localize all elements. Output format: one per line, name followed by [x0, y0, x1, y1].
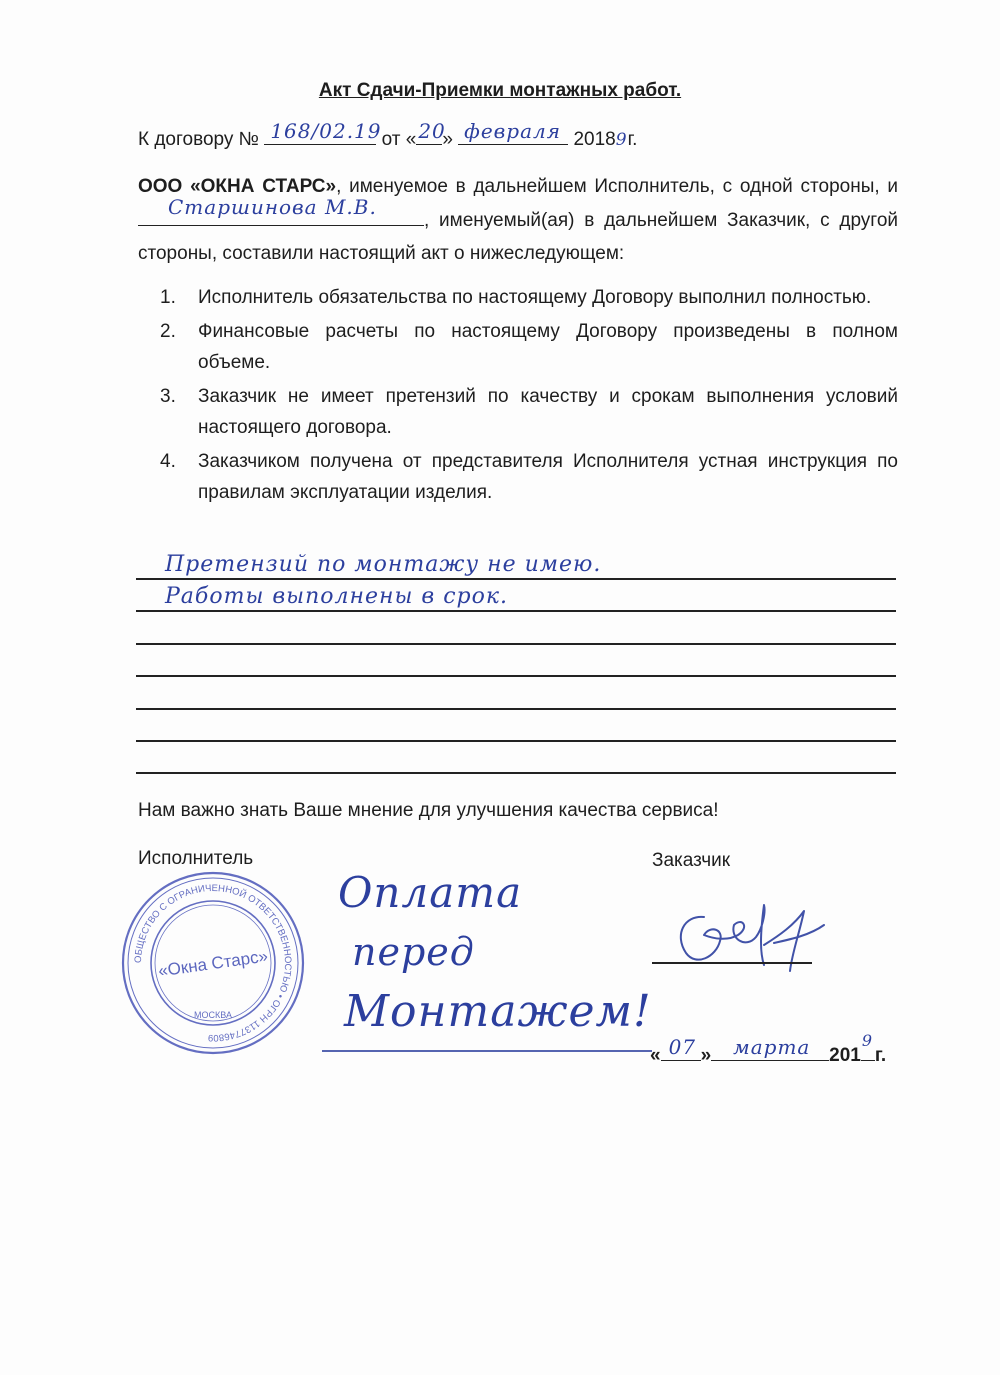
date-day-field: [661, 1035, 701, 1061]
contract-number-field: [264, 119, 382, 145]
signature-icon: [664, 895, 834, 985]
intro-part2: , именуемый(ая) в дальнейшем Заказчик, с другой стороны, составили настоящий акт о нижеследующем:: [138, 210, 898, 264]
contract-from: от «: [381, 129, 417, 150]
remark-line-1: Претензий по монтажу не имею.: [165, 552, 602, 577]
stamp-seal-icon: [118, 868, 308, 1058]
contract-prefix: К договору №: [138, 129, 260, 150]
date-year-field: [861, 1031, 875, 1061]
signing-date: « 07 » марта 201 9 г.: [650, 1031, 887, 1066]
remark-rule: [136, 578, 896, 580]
pen-stroke: [322, 1050, 652, 1052]
document-page: Акт Сдачи-Приемки монтажных работ. К договору № 168/02.19 от « 20 » февраля 20189г. ООО «ОКНА СТАРС», именуемое в дальнейшем Исполнитель, с одной стороны, и Старшинова М.В. , именуемый(ая) в дальнейшем Заказчик, с другой стороны, составили настоящий акт о нижеследующем: 1. Исполнитель обязательства по настоящему Договору выполнил полностью. 2. Финансовые расчеты по настоящему Договору произведены в полном объеме. 3. Заказчик не имеет претензий по качеству и срокам выполнения условий настоящего договора. 4. Заказчиком получена от представителя Исполнителя устная инструкция по правилам эксплуатации изделия. Претензий по монтажу не имею. Работы выполнены в срок. Нам важно знать Ваше мнение для улучшения качества сервиса! Исполнитель Заказчик ОБЩЕСТВО С ОГРАНИЧЕННОЙ ОТВЕТСТВЕННОСТЬЮ • ОГРН 1137746809 «Окна Старс» МОСКВА Оплата перед Монтажем! « 07 » марта 201 9 г.: [0, 0, 1000, 1375]
stamp-ring-text: ОБЩЕСТВО С ОГРАНИЧЕННОЙ ОТВЕТСТВЕННОСТЬЮ • ОГРН 1137746809: [132, 882, 294, 1044]
stamp-center-text: «Окна Старс»: [157, 946, 270, 981]
remark-rule: [136, 708, 896, 710]
customer-name-field: [138, 195, 424, 226]
date-month: марта: [733, 1035, 811, 1059]
stamp-bottom-text: МОСКВА: [194, 1010, 232, 1020]
remark-rule: [136, 740, 896, 742]
date-month-field: [711, 1035, 829, 1061]
company-name: ООО «ОКНА СТАРС»: [138, 176, 337, 197]
contract-day-field: [416, 119, 446, 145]
remark-rule: [136, 675, 896, 677]
contract-number: 168/02.19: [270, 119, 382, 143]
customer-signature: [664, 895, 834, 990]
executor-label: Исполнитель: [138, 848, 254, 869]
customer-label: Заказчик: [652, 850, 731, 871]
date-year: 9: [861, 1031, 874, 1050]
contract-line: [138, 119, 638, 151]
opinion-text: Нам важно знать Ваше мнение для улучшения качества сервиса!: [138, 800, 719, 821]
list-item: 4. Заказчиком получена от представителя Исполнителя устная инструкция по правилам эксплуатации изделия.: [160, 451, 898, 503]
intro-paragraph: [138, 170, 898, 270]
document-title: Акт Сдачи-Приемки монтажных работ.: [318, 80, 682, 101]
contract-year-prefix: 2018: [573, 129, 616, 150]
intro-part1: , именуемое в дальнейшем Исполнитель, с одной стороны, и: [336, 176, 898, 197]
remark-rule: [136, 643, 896, 645]
remark-rule: [136, 610, 896, 612]
company-stamp: [118, 868, 308, 1058]
contract-year-suffix: г.: [627, 129, 638, 150]
contract-year-fix: 9: [615, 130, 628, 150]
contract-month: февраля: [464, 119, 562, 143]
remark-line-2: Работы выполнены в срок.: [165, 584, 508, 609]
contract-day: 20: [418, 119, 446, 143]
list-item: 3. Заказчик не имеет претензий по качеству и срокам выполнения условий настоящего договора.: [160, 386, 898, 438]
contract-close-quote: »: [442, 129, 453, 150]
list-item: 1. Исполнитель обязательства по настоящему Договору выполнил полностью.: [160, 287, 872, 308]
customer-name: Старшинова М.В.: [168, 195, 377, 219]
list-item: 2. Финансовые расчеты по настоящему Договору произведены в полном объеме.: [160, 321, 898, 373]
remark-rule: [136, 772, 896, 774]
date-day: 07: [668, 1035, 697, 1059]
terms-list: [160, 282, 898, 511]
contract-month-field: [458, 119, 568, 145]
signature-line: [652, 962, 812, 964]
